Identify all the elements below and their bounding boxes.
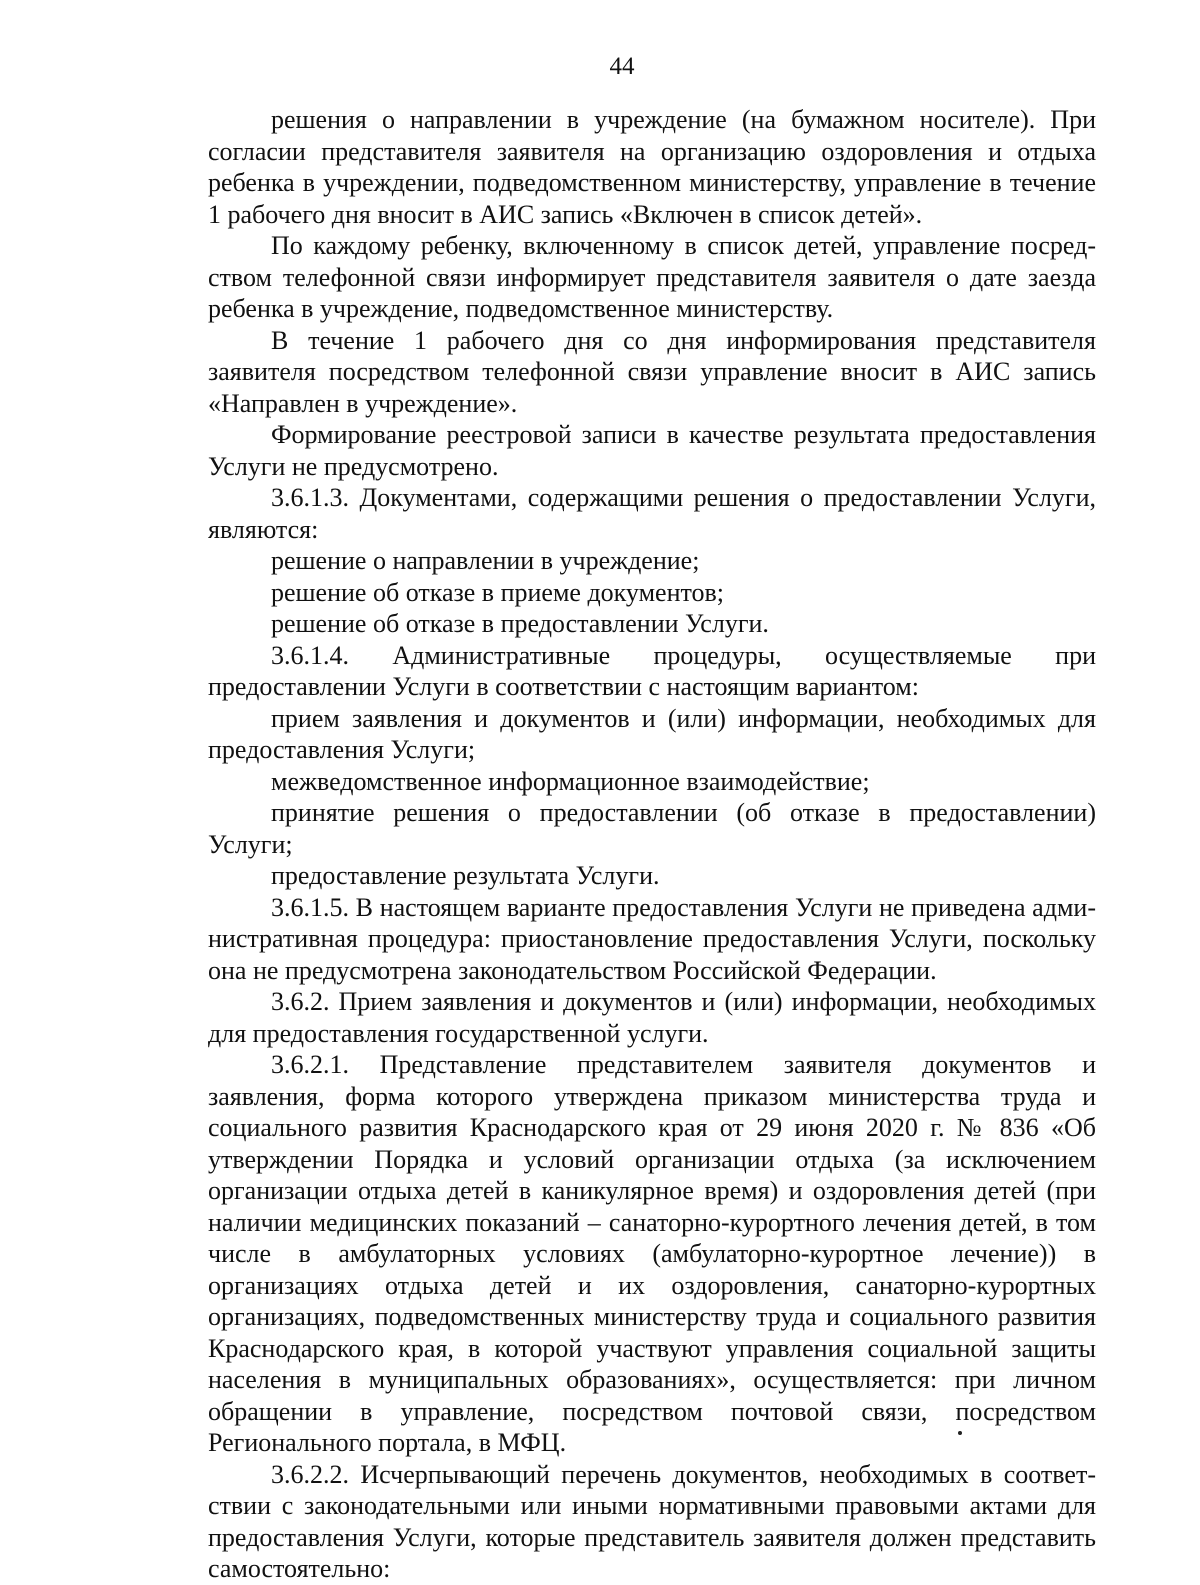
list-item: принятие решения о предоставлении (об отказе в предоставлении) Услуги; [208,798,1096,859]
paragraph: 3.6.1.4. Административные процедуры, осуществляемые при предоставлении Услуги в соответствии с настоящим вариантом: [208,640,1096,701]
list-item: решение о направлении в учреждение; [271,546,700,575]
paragraph: 3.6.2.2. Исчерпывающий перечень документов, необходимых в соответствии с законодательными или иными нормативными правовыми актами для предоставления Услуги, которые представитель заявителя должен представить самостоятельно: [208,1459,1096,1583]
list-item: прием заявления и документов и (или) информации, необходимых для предоставления Услуги; [208,703,1096,764]
paragraph: 3.6.2.1. Представление представителем заявителя документов и заявления, форма которого утверждена приказом министерства труда и социального развития Краснодарского края от 29 июня 2020 г. № 836 «Об утверждении Порядка и условий организации отдыха (за исключением организации отдыха детей в каникулярное время) и оздоровления детей (при наличии медицинских показаний – санаторно-курортного лечения детей, в том числе в амбулаторных условиях (амбулаторно-курортное лечение)) в организациях отдыха детей и их оздоровления, санаторно-курортных организациях, подведомственных министерству труда и социального развития Краснодарского края, в которой участвуют управления социальной защиты населения в муниципальных образованиях», осуществляется: при личном обращении в управление, посредством почтовой связи, посредством Регионального портала, в МФЦ. [208,1050,1096,1457]
list-item: решение об отказе в приеме документов; [271,577,725,607]
paragraph: В течение 1 рабочего дня со дня информирования представителя заявителя посредством телефонной связи управление вносит в АИС запись «Направлен в учреждение». [208,325,1096,418]
scan-speck [958,1431,962,1435]
paragraph: 3.6.2. Прием заявления и документов и (или) информации, необходимых для предоставления государственной услуги. [208,987,1096,1048]
list-item: решение об отказе в предоставлении Услуги. [271,609,769,638]
list-item: предоставление результата Услуги. [271,861,660,890]
page-number: 44 [609,53,635,80]
paragraph: По каждому ребенку, включенному в список детей, управление посредством телефонной связи информирует представителя заявителя о дате заезда ребенка в учреждение, подведомственное министерству. [208,231,1096,323]
paragraph: решения о направлении в учреждение (на бумажном носителе). При согласии представителя заявителя на организацию оздоровления и отдыха ребенка в учреждении, подведомственном министерству, управление в течение 1 рабочего дня вносит в АИС запись «Включен в список детей». [208,105,1096,229]
paragraph: 3.6.1.5. В настоящем варианте предоставления Услуги не приведена административная процедура: приостановление предоставления Услуги, поскольку она не предусмотрена законодательством Российской Федерации. [208,892,1096,985]
paragraph: 3.6.1.3. Документами, содержащими решения о предоставлении Услуги, являются: [208,483,1096,544]
list-item: межведомственное информационное взаимодействие; [271,766,870,796]
paragraph: Формирование реестровой записи в качестве результата предоставления Услуги не предусмотрено. [208,420,1096,481]
document-body [208,104,1096,1585]
